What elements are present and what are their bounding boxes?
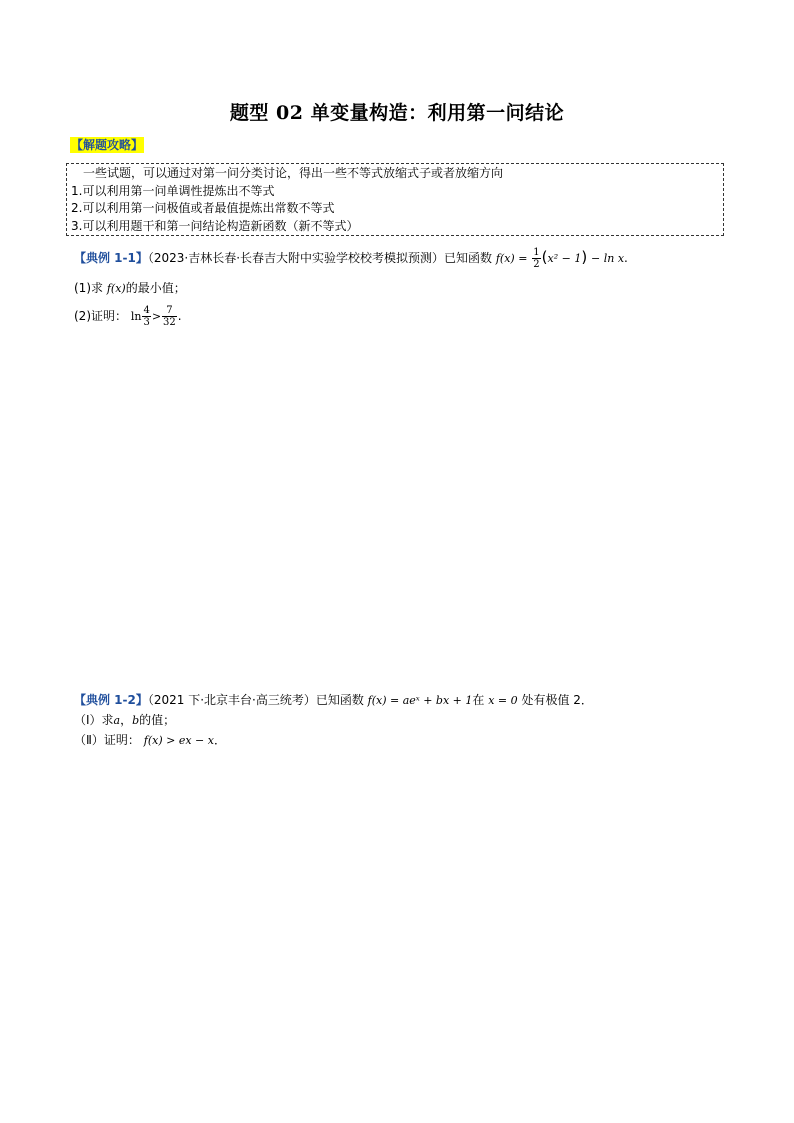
example2-func: f(x) = aeˣ + bx + 1 <box>367 694 473 707</box>
example2-cond: x = 0 <box>488 694 518 707</box>
page-title: 题型 02 单变量构造：利用第一问结论 <box>229 102 565 124</box>
strategy-tag: 【解题攻略】 <box>71 138 144 152</box>
example1-statement: 【典例 1-1】（2023·吉林长春·长春吉大附中实验学校校考模拟预测）已知函数 f(x) = $\frac{1}{2}$ (x² − 1) − ln x. <box>74 247 628 270</box>
strategy-line: 2.可以利用第一问极值或者最值提炼出常数不等式 <box>71 201 335 215</box>
example1-question-2: (2)证明： ln $\frac{4}{3}$ > $\frac{7}{32}$ . <box>74 305 182 328</box>
example1-question-1: (1)求 f(x)的最小值； <box>74 281 186 295</box>
example1-tag: 【典例 1-1】 <box>74 251 148 265</box>
strategy-box <box>66 163 724 236</box>
example1-fraction: $\frac{1}{2}$ <box>533 247 540 270</box>
example2-question-2: （Ⅱ）证明： f(x) > ex − x． <box>74 733 226 747</box>
q2-fraction-1: $\frac{4}{3}$ <box>143 305 150 328</box>
example2-source: （2021 下·北京丰台·高三统考）已知函数 <box>147 693 364 707</box>
example1-func-lhs: f(x) = <box>495 252 528 265</box>
example1-func-body: x² − 1 <box>547 252 582 265</box>
strategy-line: 一些试题，可以通过对第一问分类讨论，得出一些不等式放缩式子或者放缩方向 <box>83 166 504 180</box>
q2-fraction-2: $\frac{7}{32}$ <box>163 305 176 328</box>
strategy-line: 3.可以利用题干和第一问结论构造新函数（新不等式） <box>71 218 359 233</box>
strategy-line: 1.可以利用第一问单调性提炼出不等式 <box>71 183 275 198</box>
example1-source: （2023·吉林长春·长春吉大附中实验学校校考模拟预测）已知函数 <box>147 251 493 265</box>
example1-func-tail: − ln x <box>591 252 625 265</box>
example2-tag: 【典例 1-2】 <box>74 693 148 707</box>
example2-statement: 【典例 1-2】（2021 下·北京丰台·高三统考）已知函数 f(x) = aeˣ + bx + 1在 x = 0 处有极值 2． <box>74 693 593 707</box>
example2-question-1: （Ⅰ）求a，b的值； <box>74 713 176 727</box>
